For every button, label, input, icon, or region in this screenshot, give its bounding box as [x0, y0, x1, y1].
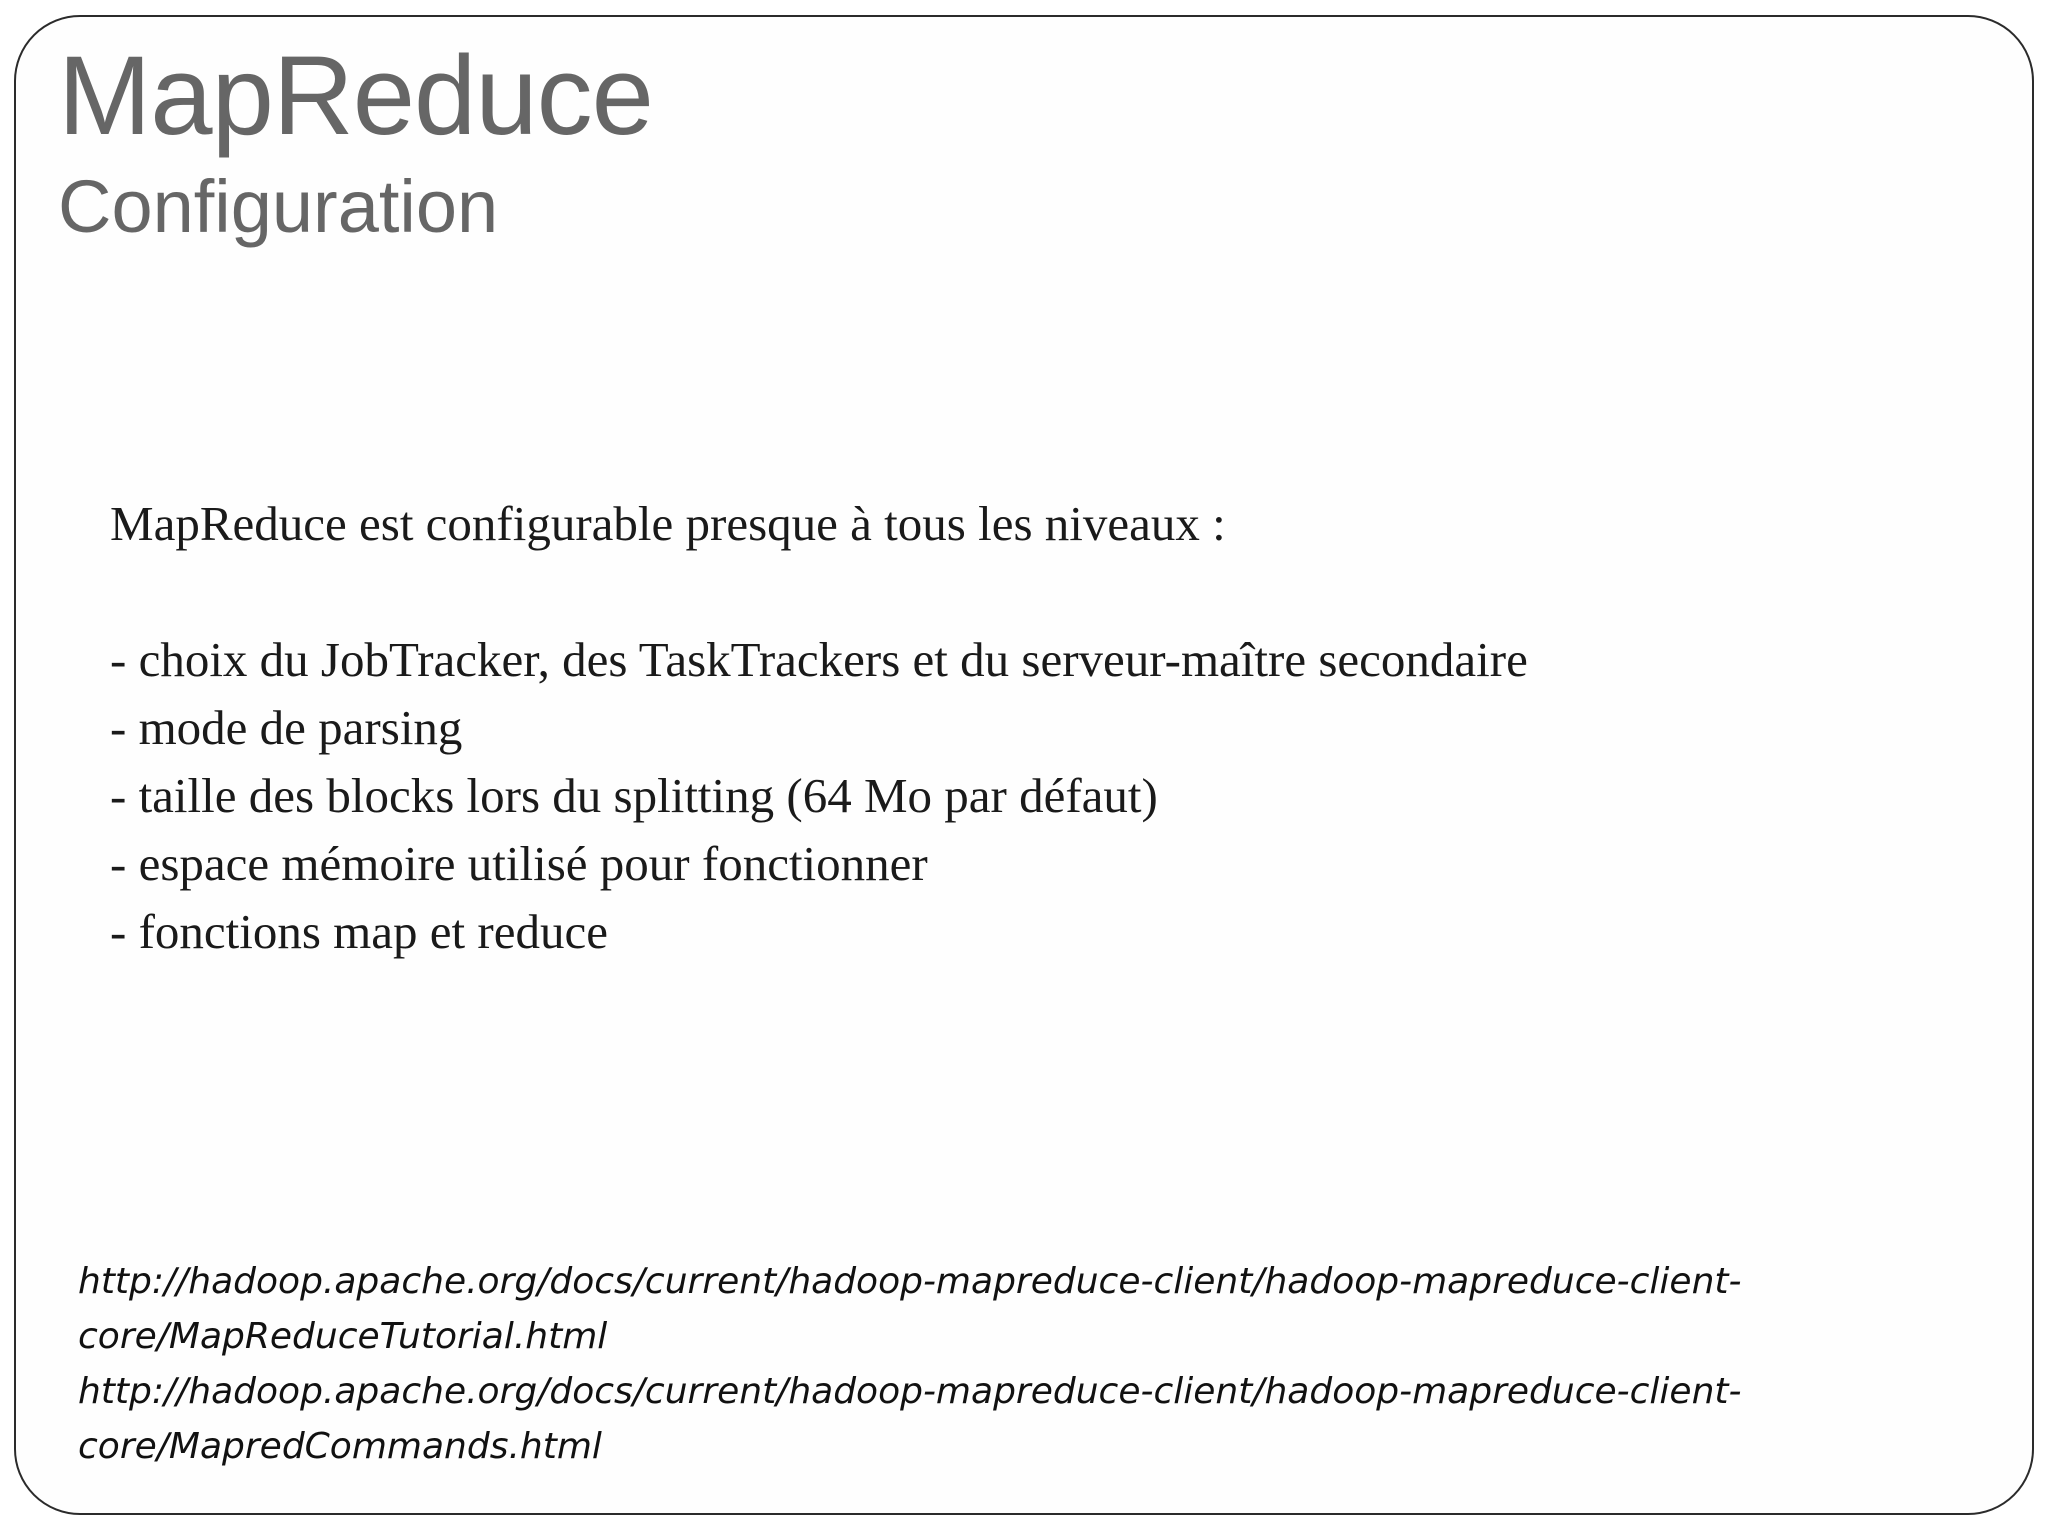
- intro-text: MapReduce est configurable presque à tous les niveaux :: [110, 496, 1226, 551]
- reference-link[interactable]: http://hadoop.apache.org/docs/current/hadoop-mapreduce-client/hadoop-mapreduce-client-: [78, 1371, 1742, 1412]
- slide-body: [110, 490, 1910, 966]
- bullet-item: - choix du JobTracker, des TaskTrackers et du serveur-maître secondaire: [110, 632, 1528, 687]
- reference-links: [78, 1254, 1958, 1474]
- bullet-item: - fonctions map et reduce: [110, 904, 608, 959]
- slide-title: MapReduce: [58, 33, 653, 158]
- bullet-item: - taille des blocks lors du splitting (64 Mo par défaut): [110, 768, 1158, 823]
- bullet-item: - espace mémoire utilisé pour fonctionner: [110, 836, 928, 891]
- reference-link[interactable]: core/MapReduceTutorial.html: [78, 1316, 608, 1357]
- reference-link[interactable]: http://hadoop.apache.org/docs/current/hadoop-mapreduce-client/hadoop-mapreduce-client-: [78, 1261, 1742, 1302]
- slide-subtitle: Configuration: [58, 165, 499, 248]
- reference-link[interactable]: core/MapredCommands.html: [78, 1426, 602, 1467]
- bullet-item: - mode de parsing: [110, 700, 463, 755]
- bullet-list: [110, 626, 1910, 966]
